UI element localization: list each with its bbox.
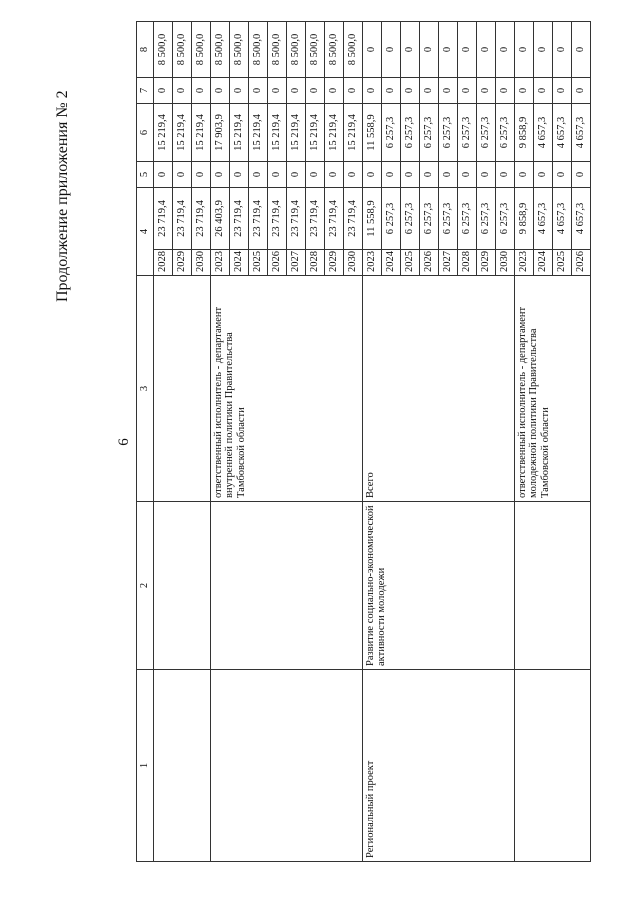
cell-year: 2026 <box>571 250 590 276</box>
cell-col-5: 0 <box>305 162 324 188</box>
cell-col-7: 0 <box>267 78 286 104</box>
cell-col-8: 0 <box>381 22 400 78</box>
cell-col-2 <box>153 502 210 670</box>
cell-col-2 <box>514 502 590 670</box>
cell-col-1: Региональный проект <box>362 670 514 862</box>
cell-col-4: 4 657,3 <box>571 188 590 250</box>
cell-col-2 <box>210 502 362 670</box>
cell-col-4: 26 403,9 <box>210 188 229 250</box>
cell-col-6: 15 219,4 <box>191 104 210 162</box>
cell-col-4: 4 657,3 <box>533 188 552 250</box>
header-col-2: 2 <box>137 502 154 670</box>
cell-col-1 <box>153 670 210 862</box>
cell-col-5: 0 <box>248 162 267 188</box>
cell-col-6: 6 257,3 <box>381 104 400 162</box>
cell-col-7: 0 <box>514 78 533 104</box>
cell-year: 2028 <box>305 250 324 276</box>
table-row <box>362 22 381 862</box>
cell-col-5: 0 <box>153 162 172 188</box>
cell-col-8: 0 <box>476 22 495 78</box>
cell-col-5: 0 <box>571 162 590 188</box>
header-col-1: 1 <box>137 670 154 862</box>
cell-year: 2029 <box>324 250 343 276</box>
cell-col-8: 0 <box>438 22 457 78</box>
cell-col-5: 0 <box>419 162 438 188</box>
cell-col-7: 0 <box>457 78 476 104</box>
cell-col-6: 6 257,3 <box>419 104 438 162</box>
cell-col-1 <box>210 670 362 862</box>
cell-year: 2026 <box>267 250 286 276</box>
cell-year: 2024 <box>533 250 552 276</box>
cell-col-7: 0 <box>533 78 552 104</box>
cell-col-6: 15 219,4 <box>229 104 248 162</box>
cell-col-8: 0 <box>571 22 590 78</box>
cell-col-7: 0 <box>438 78 457 104</box>
cell-col-8: 0 <box>533 22 552 78</box>
cell-col-6: 15 219,4 <box>324 104 343 162</box>
header-row <box>137 22 154 862</box>
cell-col-7: 0 <box>229 78 248 104</box>
cell-col-8: 0 <box>514 22 533 78</box>
cell-col-6: 6 257,3 <box>495 104 514 162</box>
cell-col-3: Всего <box>362 276 514 502</box>
header-col-7: 7 <box>137 78 154 104</box>
cell-col-8: 8 500,0 <box>153 22 172 78</box>
cell-col-8: 8 500,0 <box>229 22 248 78</box>
cell-col-4: 23 719,4 <box>343 188 362 250</box>
cell-col-5: 0 <box>362 162 381 188</box>
cell-col-5: 0 <box>552 162 571 188</box>
cell-col-4: 6 257,3 <box>476 188 495 250</box>
cell-col-4: 6 257,3 <box>438 188 457 250</box>
cell-col-4: 23 719,4 <box>248 188 267 250</box>
cell-year: 2029 <box>476 250 495 276</box>
cell-col-4: 23 719,4 <box>172 188 191 250</box>
cell-year: 2030 <box>343 250 362 276</box>
cell-col-5: 0 <box>514 162 533 188</box>
cell-col-6: 4 657,3 <box>533 104 552 162</box>
cell-col-8: 8 500,0 <box>248 22 267 78</box>
cell-col-6: 15 219,4 <box>153 104 172 162</box>
cell-col-8: 0 <box>400 22 419 78</box>
cell-col-1 <box>514 670 590 862</box>
cell-col-5: 0 <box>191 162 210 188</box>
cell-col-6: 15 219,4 <box>172 104 191 162</box>
cell-col-6: 6 257,3 <box>457 104 476 162</box>
cell-col-5: 0 <box>343 162 362 188</box>
table-row <box>210 22 229 862</box>
cell-col-6: 6 257,3 <box>476 104 495 162</box>
cell-col-4: 6 257,3 <box>419 188 438 250</box>
header-col-8: 8 <box>137 22 154 78</box>
cell-col-5: 0 <box>267 162 286 188</box>
cell-col-6: 17 903,9 <box>210 104 229 162</box>
cell-col-4: 6 257,3 <box>495 188 514 250</box>
cell-col-6: 6 257,3 <box>400 104 419 162</box>
cell-col-6: 4 657,3 <box>571 104 590 162</box>
cell-year: 2029 <box>172 250 191 276</box>
cell-col-8: 0 <box>457 22 476 78</box>
cell-col-7: 0 <box>495 78 514 104</box>
cell-col-8: 0 <box>419 22 438 78</box>
cell-col-7: 0 <box>362 78 381 104</box>
cell-year: 2028 <box>153 250 172 276</box>
cell-col-5: 0 <box>438 162 457 188</box>
cell-col-8: 8 500,0 <box>324 22 343 78</box>
cell-col-8: 8 500,0 <box>286 22 305 78</box>
cell-col-7: 0 <box>153 78 172 104</box>
cell-col-6: 15 219,4 <box>267 104 286 162</box>
cell-col-3: ответственный исполнитель - департамент молодежной политики Правительства Тамбовской области <box>514 276 590 502</box>
table-row <box>153 22 172 862</box>
cell-col-8: 0 <box>362 22 381 78</box>
budget-table <box>136 21 591 862</box>
cell-col-5: 0 <box>495 162 514 188</box>
cell-col-7: 0 <box>476 78 495 104</box>
header-col-5: 5 <box>137 162 154 188</box>
cell-col-7: 0 <box>324 78 343 104</box>
cell-col-7: 0 <box>571 78 590 104</box>
cell-col-5: 0 <box>457 162 476 188</box>
table-row <box>514 22 533 862</box>
cell-year: 2027 <box>438 250 457 276</box>
cell-col-7: 0 <box>191 78 210 104</box>
cell-col-4: 9 858,9 <box>514 188 533 250</box>
cell-col-6: 15 219,4 <box>248 104 267 162</box>
cell-col-6: 6 257,3 <box>438 104 457 162</box>
appendix-title: Продолжение приложения № 2 <box>54 90 71 302</box>
cell-col-6: 9 858,9 <box>514 104 533 162</box>
cell-year: 2030 <box>495 250 514 276</box>
cell-col-3: ответственный исполнитель - департамент внутренней политики Правительства Тамбовской области <box>210 276 362 502</box>
cell-col-4: 6 257,3 <box>457 188 476 250</box>
cell-col-6: 11 558,9 <box>362 104 381 162</box>
cell-col-4: 23 719,4 <box>286 188 305 250</box>
cell-col-6: 15 219,4 <box>305 104 324 162</box>
cell-col-8: 8 500,0 <box>191 22 210 78</box>
cell-col-4: 23 719,4 <box>305 188 324 250</box>
cell-year: 2024 <box>229 250 248 276</box>
cell-col-4: 23 719,4 <box>191 188 210 250</box>
cell-year: 2026 <box>419 250 438 276</box>
table-body <box>137 22 591 862</box>
cell-col-7: 0 <box>381 78 400 104</box>
cell-col-7: 0 <box>305 78 324 104</box>
cell-col-2: Развитие социально-экономической активности молодежи <box>362 502 514 670</box>
cell-col-5: 0 <box>286 162 305 188</box>
cell-year: 2023 <box>362 250 381 276</box>
cell-col-7: 0 <box>172 78 191 104</box>
cell-col-5: 0 <box>210 162 229 188</box>
cell-col-4: 23 719,4 <box>324 188 343 250</box>
cell-col-7: 0 <box>343 78 362 104</box>
header-col-3: 3 <box>137 276 154 502</box>
cell-col-8: 8 500,0 <box>343 22 362 78</box>
cell-col-7: 0 <box>419 78 438 104</box>
cell-col-4: 23 719,4 <box>267 188 286 250</box>
cell-col-5: 0 <box>324 162 343 188</box>
cell-col-8: 8 500,0 <box>267 22 286 78</box>
rotated-page <box>54 22 586 862</box>
header-col-4: 4 <box>137 188 154 276</box>
cell-col-8: 8 500,0 <box>305 22 324 78</box>
cell-col-8: 8 500,0 <box>210 22 229 78</box>
cell-year: 2030 <box>191 250 210 276</box>
cell-col-7: 0 <box>286 78 305 104</box>
cell-col-5: 0 <box>400 162 419 188</box>
cell-col-7: 0 <box>248 78 267 104</box>
cell-col-5: 0 <box>533 162 552 188</box>
cell-col-4: 4 657,3 <box>552 188 571 250</box>
cell-col-5: 0 <box>476 162 495 188</box>
page-number: 6 <box>116 438 132 446</box>
cell-col-8: 0 <box>495 22 514 78</box>
cell-col-8: 0 <box>552 22 571 78</box>
cell-col-5: 0 <box>229 162 248 188</box>
cell-year: 2025 <box>400 250 419 276</box>
header-col-6: 6 <box>137 104 154 162</box>
cell-col-8: 8 500,0 <box>172 22 191 78</box>
cell-col-7: 0 <box>400 78 419 104</box>
cell-year: 2028 <box>457 250 476 276</box>
cell-col-5: 0 <box>172 162 191 188</box>
cell-year: 2023 <box>210 250 229 276</box>
cell-year: 2025 <box>248 250 267 276</box>
cell-year: 2024 <box>381 250 400 276</box>
cell-col-3 <box>153 276 210 502</box>
cell-col-4: 23 719,4 <box>229 188 248 250</box>
cell-col-7: 0 <box>210 78 229 104</box>
cell-col-6: 15 219,4 <box>286 104 305 162</box>
cell-col-5: 0 <box>381 162 400 188</box>
cell-col-4: 6 257,3 <box>400 188 419 250</box>
cell-year: 2027 <box>286 250 305 276</box>
cell-col-4: 23 719,4 <box>153 188 172 250</box>
cell-col-6: 15 219,4 <box>343 104 362 162</box>
cell-year: 2025 <box>552 250 571 276</box>
cell-col-6: 4 657,3 <box>552 104 571 162</box>
cell-col-7: 0 <box>552 78 571 104</box>
cell-year: 2023 <box>514 250 533 276</box>
cell-col-4: 11 558,9 <box>362 188 381 250</box>
cell-col-4: 6 257,3 <box>381 188 400 250</box>
